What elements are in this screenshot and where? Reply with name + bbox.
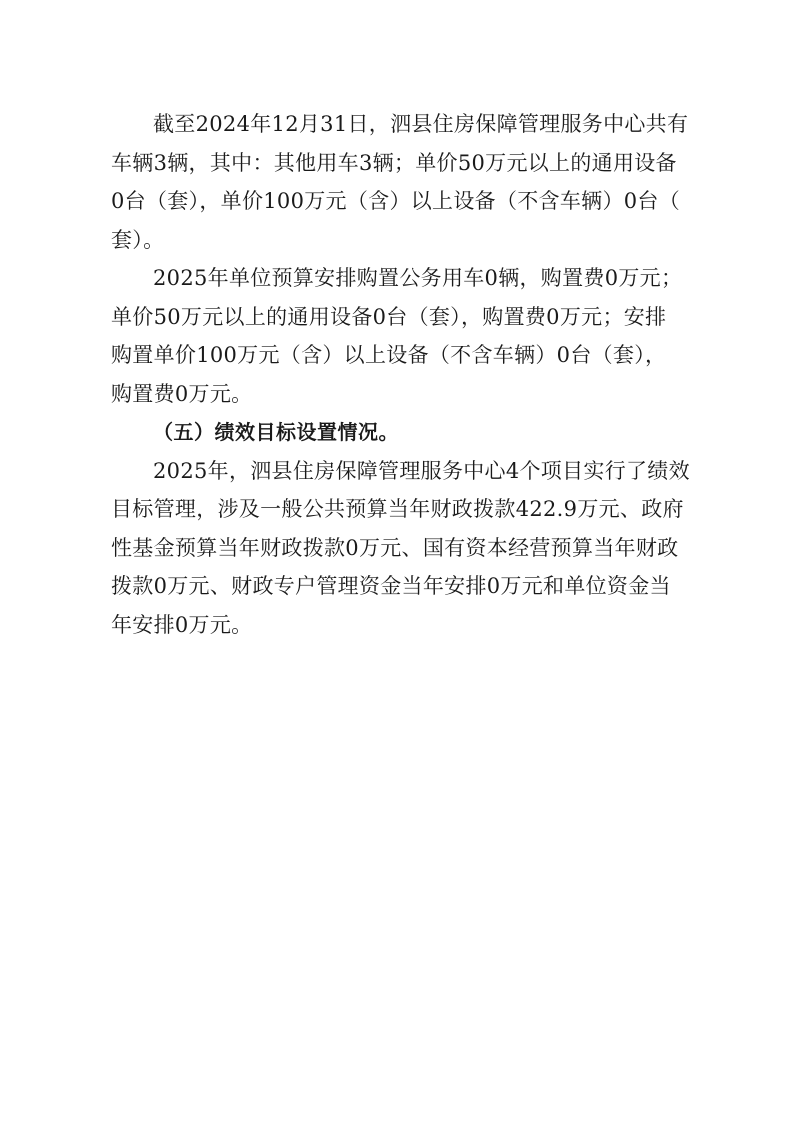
text-line: 车辆3辆，其中：其他用车3辆；单价50万元以上的通用设备: [111, 150, 677, 175]
text-line: 性基金预算当年财政拨款0万元、国有资本经营预算当年财政: [111, 535, 679, 560]
paragraph-purchase-budget: [111, 259, 686, 413]
document-body: [111, 105, 690, 644]
text-line: 购置费0万元。: [111, 381, 253, 406]
text-line: 拨款0万元、财政专户管理资金当年安排0万元和单位资金当: [111, 574, 671, 598]
text-line: 2025年，泗县住房保障管理服务中心4个项目实行了绩效: [153, 458, 690, 483]
text-line: 2025年单位预算安排购置公务用车0辆，购置费0万元；: [153, 266, 683, 290]
text-line: 单价50万元以上的通用设备0台（套），购置费0万元；安排: [111, 304, 667, 329]
paragraph-vehicle-assets: [111, 105, 689, 259]
text-line: 年安排0万元。: [111, 612, 253, 637]
section-heading: （五）绩效目标设置情况。: [153, 420, 399, 444]
text-line: 截至2024年12月31日，泗县住房保障管理服务中心共有: [153, 112, 689, 136]
paragraph-performance-targets: [111, 452, 690, 645]
text-line: 购置单价100万元（含）以上设备（不含车辆）0台（套），: [111, 343, 667, 367]
text-line: 套）。: [111, 227, 165, 252]
section-heading-block: [111, 413, 686, 452]
text-line: 目标管理，涉及一般公共预算当年财政拨款422.9万元、政府: [111, 497, 684, 521]
text-line: 0台（套），单价100万元（含）以上设备（不含车辆）0台（: [111, 189, 681, 213]
